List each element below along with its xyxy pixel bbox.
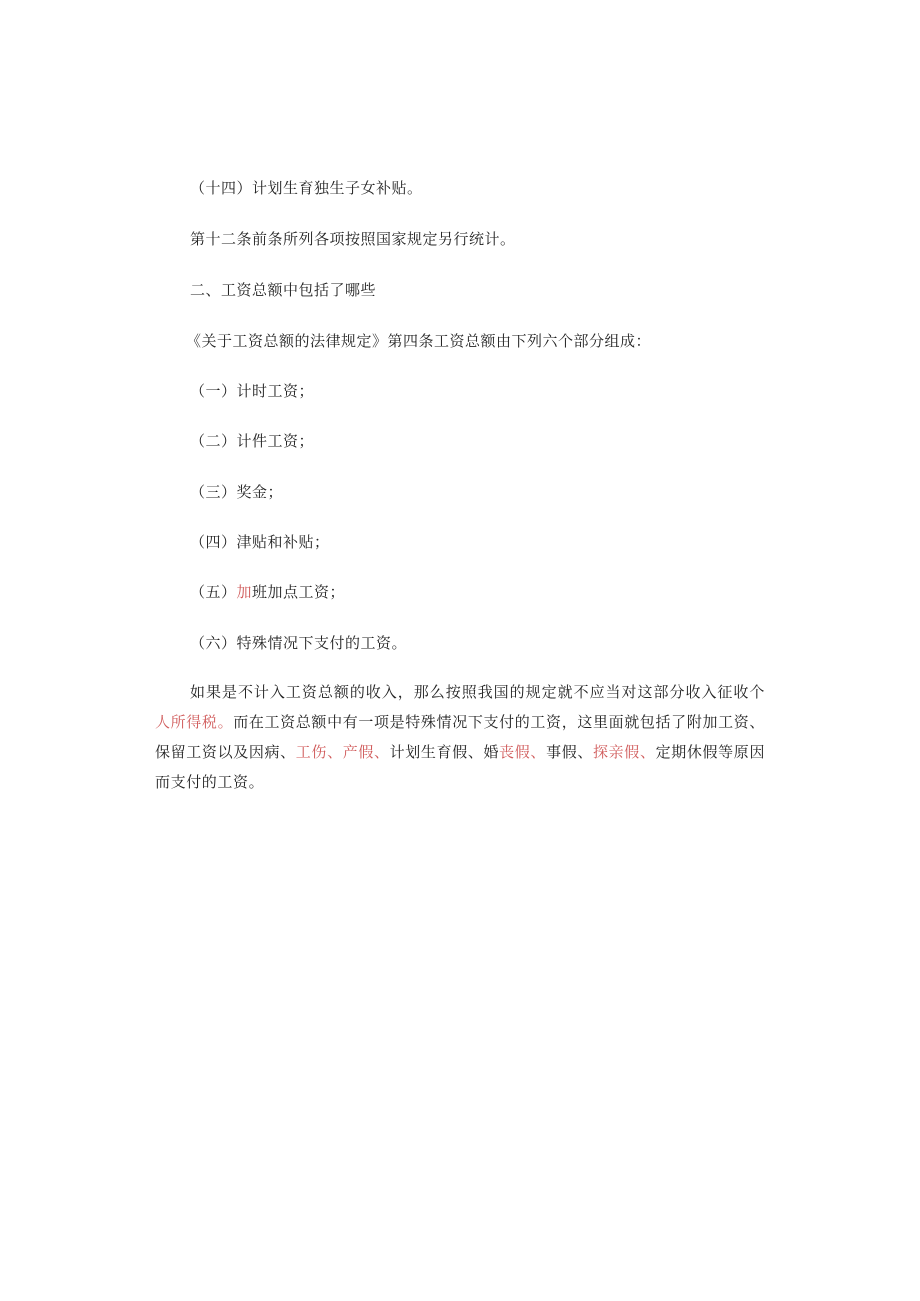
list-item-six: （六）特殊情况下支付的工资。 <box>190 634 408 652</box>
link-work-injury-maternity[interactable]: 工伤、产假、 <box>295 743 390 761</box>
list-item-three: （三）奖金； <box>190 483 284 501</box>
paragraph-text-2: 而在工资总额中有一项是特殊情况下支付的工资，这里面就包括了附加工资、保留工资以及因病、 <box>155 713 765 761</box>
list-item-one: （一）计时工资； <box>190 382 315 400</box>
body-paragraph <box>155 677 765 797</box>
list-item-five <box>190 582 345 602</box>
list-item-fourteen: （十四）计划生育独生子女补贴。 <box>190 179 423 197</box>
list-item-five-rest: 班加点工资； <box>252 583 346 601</box>
article-twelve-text: 第十二条前条所列各项按照国家规定另行统计。 <box>190 230 516 248</box>
link-income-tax[interactable]: 人所得税。 <box>155 713 234 731</box>
link-family-visit-leave[interactable]: 探亲假、 <box>593 743 656 761</box>
paragraph-text-1: 如果是不计入工资总额的收入，那么按照我国的规定就不应当对这部分收入征收个 <box>190 683 765 701</box>
list-item-two: （二）计件工资； <box>190 432 315 450</box>
link-overtime[interactable]: 加 <box>236 583 253 601</box>
paragraph-text-5: 定期休假等原因而支付的工资。 <box>155 743 766 791</box>
list-item-five-prefix: （五） <box>190 583 237 601</box>
paragraph-text-4: 事假、 <box>546 743 594 761</box>
list-item-four: （四）津贴和补贴； <box>190 533 330 551</box>
paragraph-text-3: 计划生育假、婚 <box>389 743 500 761</box>
section-heading: 二、工资总额中包括了哪些 <box>190 281 377 299</box>
intro-text: 《关于工资总额的法律规定》第四条工资总额由下列六个部分组成： <box>186 332 652 350</box>
link-bereavement-leave[interactable]: 丧假、 <box>499 743 547 761</box>
